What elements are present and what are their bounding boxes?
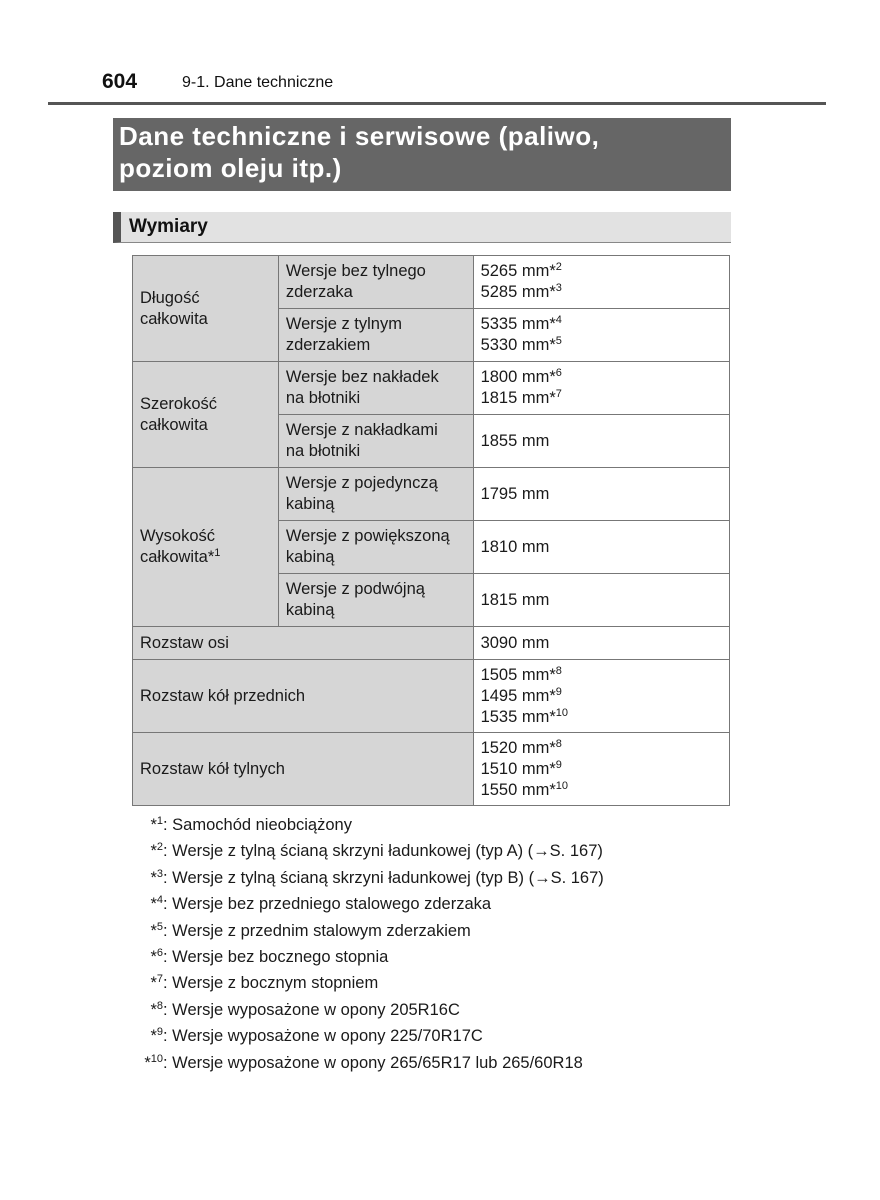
cell-text: Wysokość	[140, 527, 216, 545]
footnote	[132, 838, 772, 864]
value-cell	[473, 733, 729, 806]
value-text: 1535 mm*	[480, 707, 556, 726]
page-header	[48, 66, 826, 105]
cell-text: na błotniki	[285, 442, 361, 460]
footnote-mark: *$^7$	[150, 973, 163, 993]
cell-text: kabiną	[285, 548, 335, 566]
value-text: 1800 mm*	[480, 368, 556, 386]
footnote	[132, 1023, 772, 1049]
value-cell: 1795 mm	[473, 468, 729, 521]
footnote-ref: 9	[555, 758, 562, 771]
footnote-text: : Wersje wyposażone w opony 225/70R17C	[163, 1027, 483, 1046]
footnote	[132, 812, 772, 838]
table-row	[133, 468, 730, 521]
footnote-ref: 10	[555, 779, 569, 792]
footnote-text: : Samochód nieobciążony	[163, 816, 352, 834]
row-label-length	[133, 256, 279, 362]
variant-label	[278, 521, 473, 574]
value-text: 5265 mm*	[480, 262, 556, 280]
cell-text: Wersje z powiększoną	[285, 527, 450, 545]
value-cell	[473, 362, 729, 415]
footnote-mark: *$^4$	[150, 894, 163, 914]
cell-text: Wersje z pojedynczą	[285, 474, 438, 492]
footnote	[132, 891, 772, 917]
cell-text: całkowita	[140, 309, 208, 328]
table-row	[133, 362, 730, 415]
value-text: 1495 mm*	[480, 686, 556, 705]
row-label-front-tread: Rozstaw kół przednich	[133, 660, 474, 733]
value-text: 5335 mm*	[480, 315, 556, 333]
row-label-wheelbase: Rozstaw osi	[133, 627, 474, 660]
footnote-ref: 3	[555, 282, 562, 294]
cell-text: Wersje bez nakładek	[285, 368, 439, 386]
footnote-mark: *$^3$	[150, 867, 163, 887]
cell-text: Wersje bez tylnego	[285, 262, 426, 280]
cell-text: kabiną	[285, 601, 335, 619]
footnote	[132, 944, 772, 970]
page-title-line-2: poziom oleju itp.)	[119, 153, 342, 183]
footnote-ref: 8	[555, 664, 562, 677]
variant-label	[278, 468, 473, 521]
footnote-ref: 4	[555, 314, 562, 326]
footnote	[132, 865, 772, 891]
cell-text: Wersje z podwójną	[285, 580, 425, 598]
footnote-mark: *$^1$	[150, 815, 163, 834]
value-text: 1550 mm*	[480, 780, 556, 799]
cell-text: zderzakiem	[285, 336, 371, 354]
footnote-ref: 5	[555, 335, 562, 347]
cell-text: na błotniki	[285, 389, 361, 407]
footnote	[132, 1050, 772, 1076]
footnote-text: : Wersje bez bocznego stopnia	[163, 947, 389, 966]
dimensions-table	[132, 255, 730, 806]
footnote	[132, 997, 772, 1023]
table-row	[133, 660, 730, 733]
page-number: 604	[102, 70, 138, 93]
footnote-ref: 10	[555, 706, 569, 719]
footnote-mark: *$^{10}$	[144, 1052, 163, 1072]
footnote-mark: *$^2$	[150, 841, 163, 861]
value-text: 1815 mm*	[480, 389, 556, 407]
value-cell: 1855 mm	[473, 415, 729, 468]
footnote-text: : Wersje bez przedniego stalowego zderzaka	[163, 895, 492, 914]
cell-text: Długość	[140, 288, 200, 307]
table-row	[133, 256, 730, 309]
variant-label	[278, 415, 473, 468]
cell-text: Wersje z nakładkami	[285, 421, 438, 439]
value-text: 1510 mm*	[480, 759, 556, 778]
footnote-text: : Wersje z przednim stalowym zderzakiem	[163, 921, 471, 940]
footnote-text: : Wersje z bocznym stopniem	[163, 974, 379, 993]
footnote-mark: *$^5$	[150, 920, 163, 940]
footnotes	[132, 812, 772, 1076]
cell-text: całkowita	[140, 415, 208, 434]
footnote	[132, 970, 772, 996]
value-cell	[473, 309, 729, 362]
footnote-text: : Wersje wyposażone w opony 205R16C	[163, 1000, 460, 1019]
cell-text: Wersje z tylnym	[285, 315, 402, 333]
page-title-line-1: Dane techniczne i serwisowe (paliwo,	[119, 121, 600, 151]
footnote-ref: 8	[555, 737, 562, 750]
section-heading-bar	[113, 212, 731, 243]
variant-label	[278, 574, 473, 627]
footnote-mark: *$^8$	[150, 999, 163, 1019]
footnote-ref: 2	[555, 261, 562, 273]
footnote-mark: *$^6$	[150, 946, 163, 966]
section-heading: Wymiary	[129, 216, 208, 237]
page-title	[119, 120, 731, 184]
footnote-ref: 6	[555, 367, 562, 379]
variant-label	[278, 256, 473, 309]
variant-label	[278, 309, 473, 362]
footnote-text: : Wersje z tylną ścianą skrzyni ładunkowej (typ B) (→S. 167)	[163, 868, 604, 887]
footnote-ref: 1	[214, 547, 221, 559]
value-text: 1505 mm*	[480, 665, 556, 684]
value-cell	[473, 256, 729, 309]
cell-text: kabiną	[285, 495, 335, 513]
footnote-mark: *$^9$	[150, 1026, 163, 1046]
row-label-height	[133, 468, 279, 627]
cell-text: całkowita*	[140, 548, 215, 566]
value-text: 5330 mm*	[480, 336, 556, 354]
value-cell: 3090 mm	[473, 627, 729, 660]
variant-label	[278, 362, 473, 415]
table-row	[133, 627, 730, 660]
footnote-ref: 7	[555, 388, 562, 400]
footnote-text: : Wersje z tylną ścianą skrzyni ładunkowej (typ A) (→S. 167)	[163, 842, 603, 861]
cell-text: Szerokość	[140, 394, 218, 413]
value-cell: 1815 mm	[473, 574, 729, 627]
page-title-box	[113, 118, 731, 191]
section-reference: 9-1. Dane techniczne	[182, 74, 334, 91]
row-label-rear-tread: Rozstaw kół tylnych	[133, 733, 474, 806]
value-text: 5285 mm*	[480, 283, 556, 301]
value-cell: 1810 mm	[473, 521, 729, 574]
table-row	[133, 733, 730, 806]
footnote-text: : Wersje wyposażone w opony 265/65R17 lub 265/60R18	[163, 1053, 583, 1072]
row-label-width	[133, 362, 279, 468]
footnote	[132, 918, 772, 944]
value-text: 1520 mm*	[480, 738, 556, 757]
footnote-ref: 9	[555, 685, 562, 698]
value-cell	[473, 660, 729, 733]
cell-text: zderzaka	[285, 283, 353, 301]
